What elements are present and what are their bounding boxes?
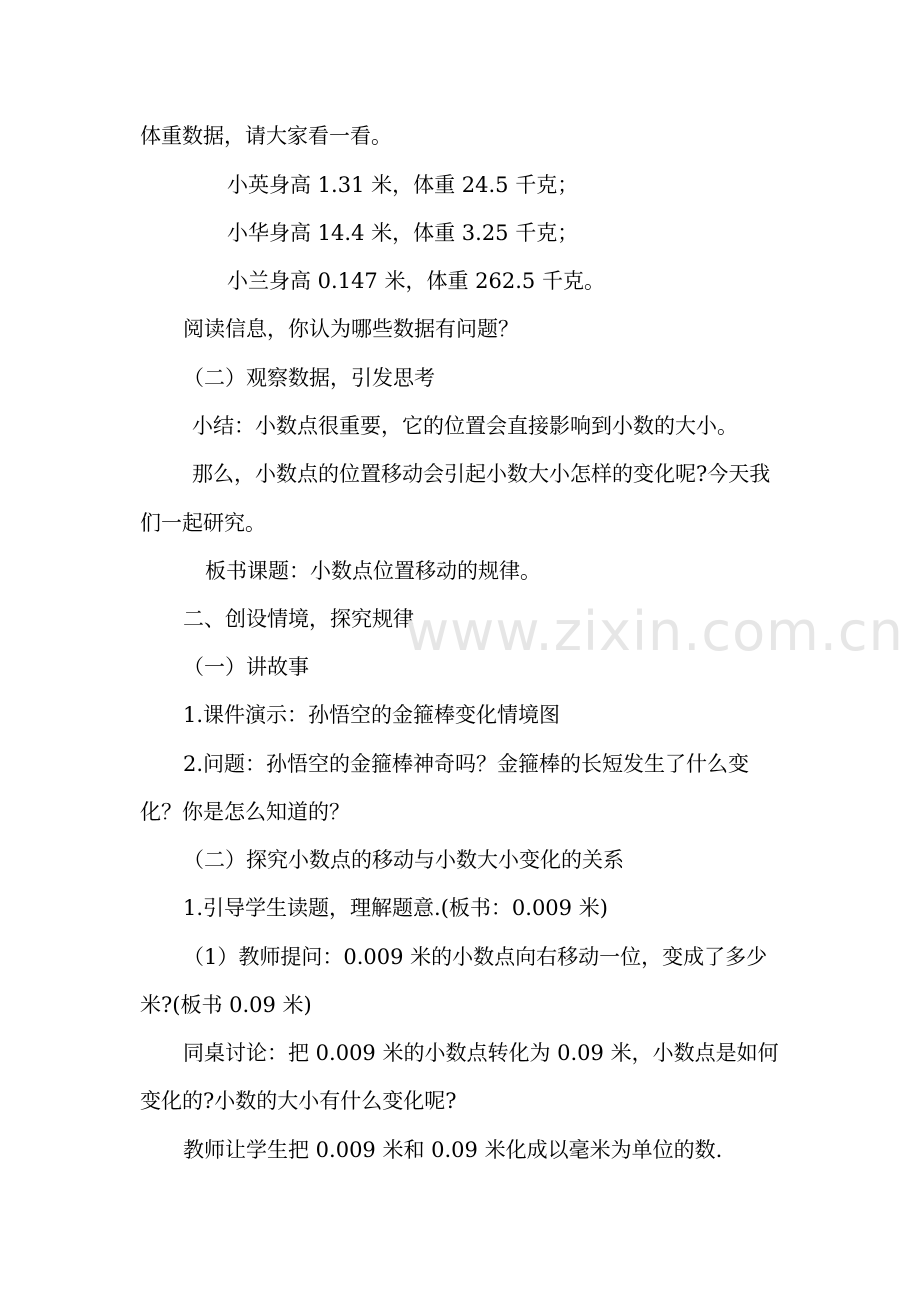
text-line: 1.课件演示：孙悟空的金箍棒变化情境图 — [183, 703, 561, 727]
text-line: 们一起研究。 — [140, 511, 266, 535]
text-line: 1.引导学生读题，理解题意.(板书：0.009 米) — [183, 896, 608, 920]
text-line: 化？你是怎么知道的？ — [140, 800, 350, 824]
text-line: 小结：小数点很重要，它的位置会直接影响到小数的大小。 — [192, 414, 738, 438]
text-line: 板书课题：小数点位置移动的规律。 — [205, 559, 541, 583]
text-line: 体重数据，请大家看一看。 — [140, 124, 392, 148]
section-heading: 二、创设情境，探究规律 — [183, 607, 414, 631]
watermark: www.zixin.com.cn — [405, 600, 904, 663]
text-line: 小华身高 14.4 米，体重 3.25 千克； — [227, 221, 579, 245]
section-heading: （二）观察数据，引发思考 — [183, 366, 435, 390]
text-line: 米?(板书 0.09 米) — [140, 993, 312, 1017]
section-heading: （一）讲故事 — [183, 655, 309, 679]
text-line: 小兰身高 0.147 米，体重 262.5 千克。 — [227, 269, 605, 293]
text-line: 教师让学生把 0.009 米和 0.09 米化成以毫米为单位的数. — [183, 1138, 723, 1162]
text-line: 阅读信息，你认为哪些数据有问题？ — [183, 317, 519, 341]
text-line: （1）教师提问：0.009 米的小数点向右移动一位，变成了多少 — [183, 945, 768, 969]
text-line: 那么，小数点的位置移动会引起小数大小怎样的变化呢?今天我 — [192, 462, 771, 486]
text-line: 2.问题：孙悟空的金箍棒神奇吗？金箍棒的长短发生了什么变 — [183, 752, 750, 776]
text-line: 同桌讨论：把 0.009 米的小数点转化为 0.09 米，小数点是如何 — [183, 1041, 779, 1065]
section-heading: （二）探究小数点的移动与小数大小变化的关系 — [183, 848, 624, 872]
text-line: 变化的?小数的大小有什么变化呢? — [140, 1089, 457, 1113]
text-line: 小英身高 1.31 米，体重 24.5 千克； — [227, 173, 579, 197]
